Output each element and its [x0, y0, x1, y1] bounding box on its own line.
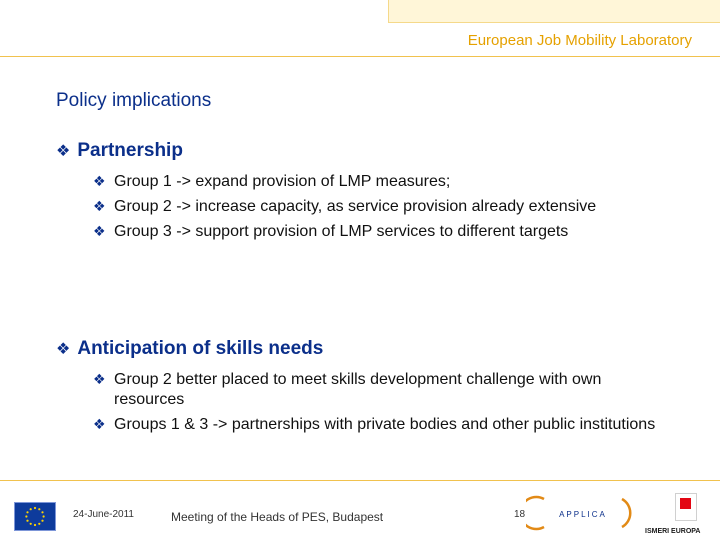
footer-rule	[0, 480, 720, 481]
section-heading-skills	[56, 338, 323, 360]
list-item	[93, 172, 653, 192]
section-heading-text: Anticipation of skills needs	[77, 338, 324, 359]
header-band	[388, 0, 720, 23]
eu-flag-icon	[14, 502, 56, 531]
diamond-bullet-icon: ❖	[93, 224, 106, 240]
partnership-list	[93, 172, 653, 247]
slide-title: Policy implications	[56, 90, 212, 111]
list-item	[93, 222, 653, 242]
list-item-text: Groups 1 & 3 -> partnerships with private bodies and other public institutions	[114, 416, 656, 433]
list-item	[93, 370, 668, 410]
list-item-text: Group 1 -> expand provision of LMP measures;	[114, 173, 451, 190]
applica-logo	[526, 493, 640, 533]
diamond-bullet-icon: ❖	[93, 372, 106, 388]
diamond-bullet-icon: ❖	[93, 199, 106, 215]
header-rule	[0, 56, 720, 57]
list-item-text: Group 2 -> increase capacity, as service provision already extensive	[114, 198, 597, 215]
diamond-bullet-icon: ❖	[56, 141, 71, 160]
footer-meeting: Meeting of the Heads of PES, Budapest	[171, 510, 384, 524]
header-title: European Job Mobility Laboratory	[467, 32, 692, 49]
list-item-text: Group 2 better placed to meet skills development challenge with own resources	[114, 371, 602, 408]
list-item	[93, 197, 653, 217]
page-number: 18	[514, 509, 526, 520]
diamond-bullet-icon: ❖	[93, 174, 106, 190]
diamond-bullet-icon: ❖	[93, 417, 106, 433]
section-heading-text: Partnership	[77, 140, 183, 161]
skills-list	[93, 370, 668, 440]
list-item	[93, 415, 668, 435]
list-item-text: Group 3 -> support provision of LMP services to different targets	[114, 223, 569, 240]
ismeri-logo-icon	[675, 493, 697, 521]
applica-wordmark: APPLICA	[559, 510, 607, 519]
section-heading-partnership	[56, 140, 183, 162]
footer-date: 24-June-2011	[73, 509, 134, 520]
diamond-bullet-icon: ❖	[56, 339, 71, 358]
ismeri-wordmark: ISMERI EUROPA	[645, 528, 701, 535]
